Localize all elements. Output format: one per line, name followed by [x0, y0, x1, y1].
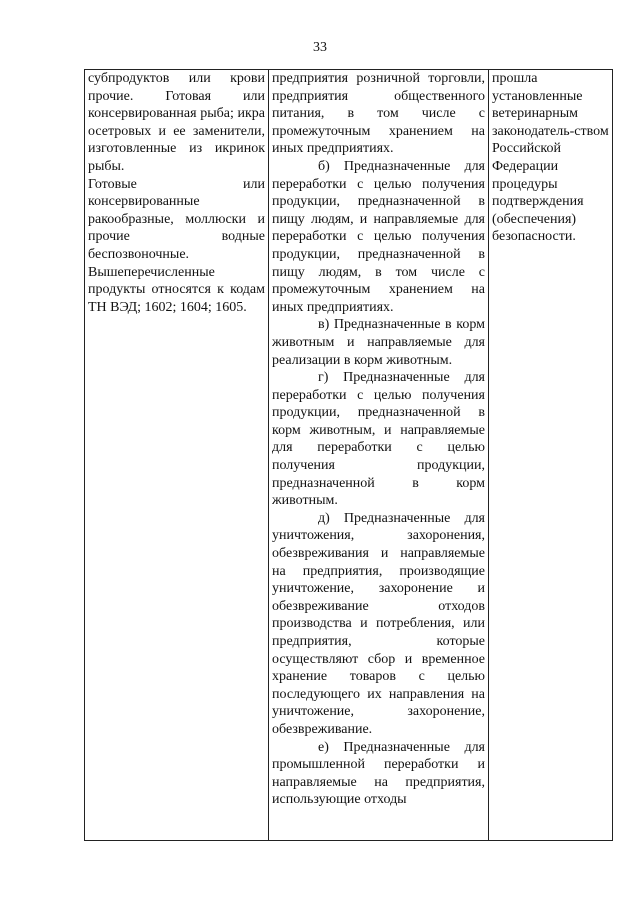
- purpose-paragraph: е) Предназначенные для промышленной переработки и направляемые на предприятия, использующие отходы: [272, 739, 485, 808]
- purpose-paragraph: в) Предназначенные в корм животным и направляемые для реализации в корм животным.: [272, 317, 485, 368]
- product-paragraph: Готовые или консервированные ракообразные, моллюски и прочие водные беспозвоночные.: [88, 176, 265, 262]
- table-row: [85, 70, 613, 841]
- condition-paragraph: прошла установленные ветеринарным законодатель-ством Российской Федерации процедуры подтверждения (обеспечения) безопасности.: [492, 71, 609, 245]
- page-number: 33: [313, 40, 327, 55]
- purpose-paragraph: б) Предназначенные для переработки с целью получения продукции, предназначенной в пищу людям, и направляемые для переработки с целью получения продукции, предназначенной в пищу людям, в том числе с промежуточным хранением на иных предприятиях.: [272, 158, 485, 315]
- purpose-paragraph: д) Предназначенные для уничтожения, захоронения, обезвреживания и направляемые на предприятия, производящие уничтожение, захоронение и обезвреживание отходов производства и потребления, или предприятия, которые осуществляют сбор и временное хранение товаров с целью последующего их направления на уничтожение, захоронение, обезвреживание.: [272, 510, 485, 737]
- document-table: [84, 69, 613, 841]
- purpose-paragraph: предприятия розничной торговли, предприятия общественного питания, в том числе с промежуточным хранением на иных предприятиях.: [272, 71, 485, 157]
- purpose-cell: [269, 70, 489, 841]
- product-paragraph: субпродуктов или крови прочие. Готовая или консервированная рыба; икра осетровых и ее заменители, изготовленные из икринок рыбы.: [88, 71, 265, 174]
- product-description-cell: [85, 70, 269, 841]
- product-paragraph: Вышеперечисленные продукты относятся к кодам ТН ВЭД; 1602; 1604; 1605.: [88, 264, 265, 315]
- purpose-paragraph: г) Предназначенные для переработки с целью получения продукции, предназначенной в корм животным, и направляемые для переработки с целью получения продукции, предназначенной в корм животным.: [272, 370, 485, 509]
- condition-cell: [489, 70, 613, 841]
